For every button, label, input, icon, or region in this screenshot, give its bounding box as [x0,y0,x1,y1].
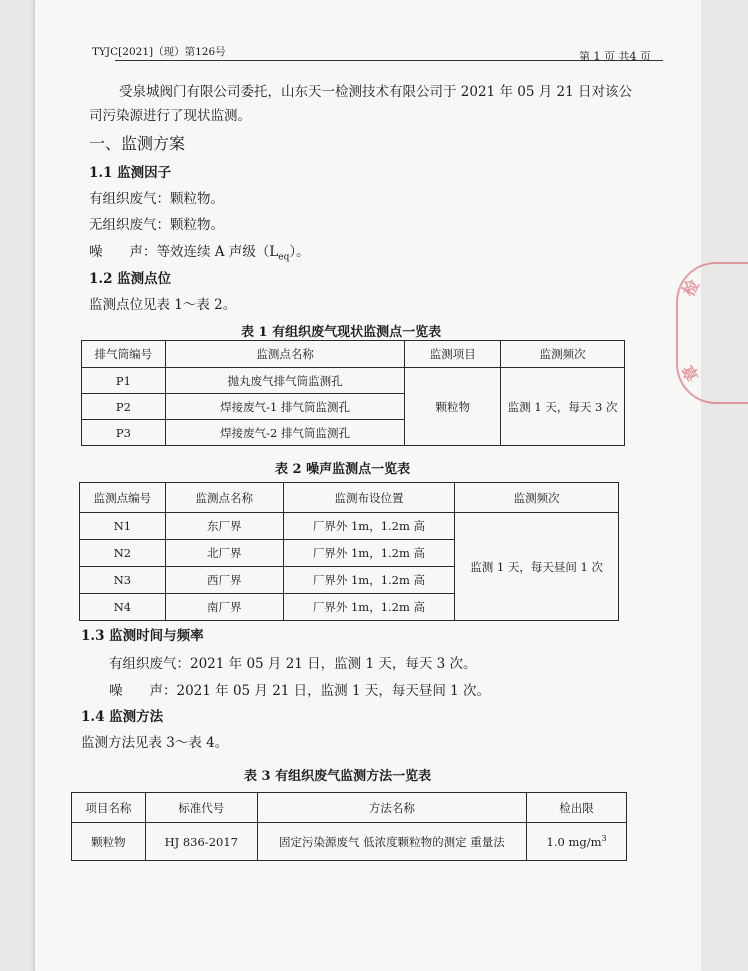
table3-caption: 表 3 有组织废气监测方法一览表 [244,769,432,784]
table-cell: 焊接废气-2 排气筒监测孔 [165,420,405,446]
stamp-char: 章 [678,361,704,385]
table-cell: P2 [82,394,166,420]
table-cell: N1 [80,513,166,540]
factor-tail: ）。 [289,244,310,260]
table-cell: 厂界外 1m，1.2m 高 [283,540,455,567]
table-cell: P3 [82,420,166,446]
table-header-row [82,341,625,368]
factor-subscript: eq [278,252,290,263]
detection-limit-exponent: 3 [601,834,607,844]
table2-caption: 表 2 噪声监测点一览表 [275,462,411,477]
table-header-row [80,483,619,513]
table-header-cell: 监测布设位置 [283,483,455,513]
subsection-1-2-text: 监测点位见表 1～表 2。 [89,297,237,313]
document-page [34,0,701,971]
factor-noise [89,240,310,263]
table3 [71,792,627,861]
table-cell: 抛丸废气排气筒监测孔 [165,368,405,394]
table1-caption: 表 1 有组织废气现状监测点一览表 [241,325,442,340]
schedule-value: 2021 年 05 月 21 日，监测 1 天，每天昼间 1 次。 [176,683,491,699]
factor-label: 噪 声： [89,244,157,260]
subsection-1-1-title: 1.1 监测因子 [89,165,172,181]
stamp-char: 检 [678,276,704,300]
table2 [79,482,619,621]
table-cell: 厂界外 1m，1.2m 高 [283,513,455,540]
table-header-cell: 项目名称 [72,793,146,823]
header-rule [115,60,663,61]
table-cell: 固定污染源废气 低浓度颗粒物的测定 重量法 [257,823,526,861]
report-number: TYJC[2021]（现）第126号 [92,46,226,58]
red-seal-stamp [676,262,748,404]
table-row [72,823,627,861]
factor-value: 等效连续 A 声级（L [156,244,279,260]
table-cell-frequency: 监测 1 天，每天 3 次 [501,368,625,446]
factor-organized [89,187,224,207]
intro-line-1: 受泉城阀门有限公司委托，山东天一检测技术有限公司于 2021 年 05 月 21 日对该公 [119,84,632,100]
schedule-organized [109,652,477,672]
table-cell: N2 [80,540,166,567]
section-title: 一、监测方案 [89,134,186,153]
intro-line-2: 司污染源进行了现状监测。 [89,108,251,124]
table-cell: 厂界外 1m，1.2m 高 [283,594,455,621]
table-cell: 颗粒物 [72,823,146,861]
subsection-1-3-title: 1.3 监测时间与频率 [81,628,204,644]
subsection-1-4-title: 1.4 监测方法 [81,709,164,725]
table-cell: 南厂界 [165,594,283,621]
table-header-cell: 监测频次 [501,341,625,368]
table-header-cell: 检出限 [527,793,627,823]
table-header-cell: 监测点名称 [165,483,283,513]
page-indicator: 第 1 页 共4 页 [579,50,651,63]
table-cell-detection-limit [527,823,627,861]
schedule-label: 有组织废气： [109,656,190,672]
factor-unorganized [89,213,224,233]
schedule-label: 噪 声： [109,683,177,699]
schedule-noise [109,679,490,699]
table-header-cell: 排气筒编号 [82,341,166,368]
table-cell: 北厂界 [165,540,283,567]
factor-value: 颗粒物。 [170,217,224,233]
table-row [82,368,625,394]
subsection-1-4-text: 监测方法见表 3～表 4。 [81,735,229,751]
factor-value: 颗粒物。 [170,191,224,207]
table-header-cell: 标准代号 [145,793,257,823]
table-cell: N3 [80,567,166,594]
table-cell-item: 颗粒物 [405,368,501,446]
table-header-cell: 监测项目 [405,341,501,368]
table-cell: 焊接废气-1 排气筒监测孔 [165,394,405,420]
table1 [81,340,625,446]
subsection-1-2-title: 1.2 监测点位 [89,271,172,287]
table-cell: 厂界外 1m，1.2m 高 [283,567,455,594]
table-header-cell: 监测点名称 [165,341,405,368]
table-row [80,513,619,540]
table-header-row [72,793,627,823]
table-cell: 东厂界 [165,513,283,540]
table-header-cell: 方法名称 [257,793,526,823]
table-cell: N4 [80,594,166,621]
factor-label: 无组织废气： [89,217,170,233]
factor-label: 有组织废气： [89,191,170,207]
table-header-cell: 监测点编号 [80,483,166,513]
table-cell: 西厂界 [165,567,283,594]
table-cell: HJ 836-2017 [145,823,257,861]
schedule-value: 2021 年 05 月 21 日，监测 1 天，每天 3 次。 [190,656,477,672]
table-header-cell: 监测频次 [455,483,619,513]
table-cell-frequency: 监测 1 天，每天昼间 1 次 [455,513,619,621]
table-cell: P1 [82,368,166,394]
detection-limit-value: 1.0 mg/m [546,834,602,849]
